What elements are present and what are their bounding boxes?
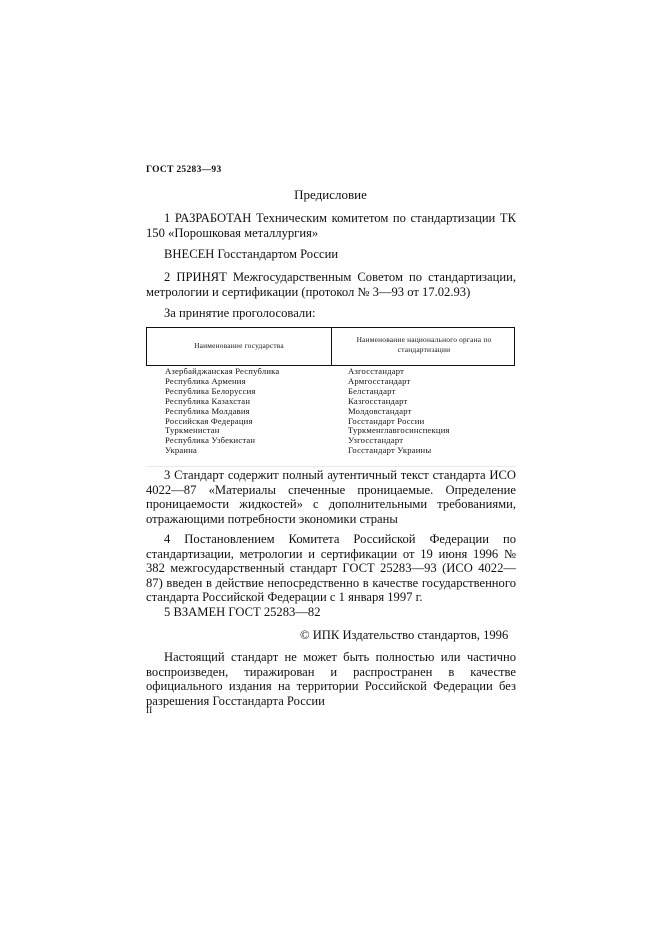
body-row: Госстандарт России bbox=[348, 415, 425, 426]
section-resolution: 4 Постановлением Комитета Российской Федерации по стандартизации, метрологии и сертификации от 19 июня 1996 № 382 межгосударственный стандарт ГОСТ 25283—93 (ИСО 4022—87) введен в действие непосредственно в качестве государственного стандарта Российской Федерации с 1 января 1997 г. bbox=[146, 532, 516, 605]
bodies-column bbox=[348, 367, 450, 456]
section-developed: 1 РАЗРАБОТАН Техническим комитетом по стандартизации ТК 150 «Порошковая металлургия» bbox=[146, 211, 516, 240]
section-content: 3 Стандарт содержит полный аутентичный текст стандарта ИСО 4022—87 «Материалы спеченные проницаемые. Определение проницаемости жидкостей» с дополнительными требованиями, отражающими потребности экономики страны bbox=[146, 468, 516, 526]
states-column bbox=[165, 367, 279, 456]
state-row: Республика Молдавия bbox=[165, 405, 250, 416]
state-row: Республика Казахстан bbox=[165, 395, 251, 406]
table-header-states: Наименование государства bbox=[194, 341, 284, 350]
state-row: Российская Федерация bbox=[165, 415, 253, 426]
section-adopted: 2 ПРИНЯТ Межгосударственным Советом по стандартизации, метрологии и сертификации (протокол № 3—93 от 17.02.93) bbox=[146, 270, 516, 299]
state-row: Украина bbox=[165, 445, 198, 456]
state-row: Туркменистан bbox=[165, 425, 220, 436]
reproduction-notice: Настоящий стандарт не может быть полностью или частично воспроизведен, тиражирован и распространен в качестве официального издания на территории Российской Федерации без разрешения Госстандарта России bbox=[146, 650, 516, 708]
state-row: Республика Белоруссия bbox=[165, 385, 256, 396]
body-row: Туркменглавгосинспекция bbox=[348, 425, 450, 436]
table-header-bodies: Наименование национального органа по стандартизации bbox=[356, 335, 492, 354]
body-row: Узгосстандарт bbox=[348, 435, 404, 446]
document-code: ГОСТ 25283—93 bbox=[146, 165, 222, 175]
body-row: Армгосстандарт bbox=[348, 375, 411, 386]
section-voted: За принятие проголосовали: bbox=[164, 306, 316, 320]
body-row: Казгосстандарт bbox=[348, 395, 408, 406]
body-row: Молдовстандарт bbox=[348, 405, 412, 416]
body-row: Азгосстандарт bbox=[348, 366, 405, 376]
section-introduced: ВНЕСЕН Госстандартом России bbox=[164, 247, 339, 261]
section-replaces: 5 ВЗАМЕН ГОСТ 25283—82 bbox=[164, 605, 321, 619]
state-row: Республика Армения bbox=[165, 375, 246, 386]
body-row: Госстандарт Украины bbox=[348, 445, 432, 456]
body-row: Белстандарт bbox=[348, 385, 396, 396]
page-number: II bbox=[146, 706, 153, 716]
copyright-line: © ИПК Издательство стандартов, 1996 bbox=[300, 628, 509, 642]
state-row: Азербайджанская Республика bbox=[165, 366, 280, 376]
table-column-divider bbox=[331, 328, 332, 365]
state-row: Республика Узбекистан bbox=[165, 435, 256, 446]
voting-table-header bbox=[146, 327, 515, 366]
page-title: Предисловие bbox=[294, 187, 367, 202]
table-bottom-rule bbox=[146, 466, 515, 467]
